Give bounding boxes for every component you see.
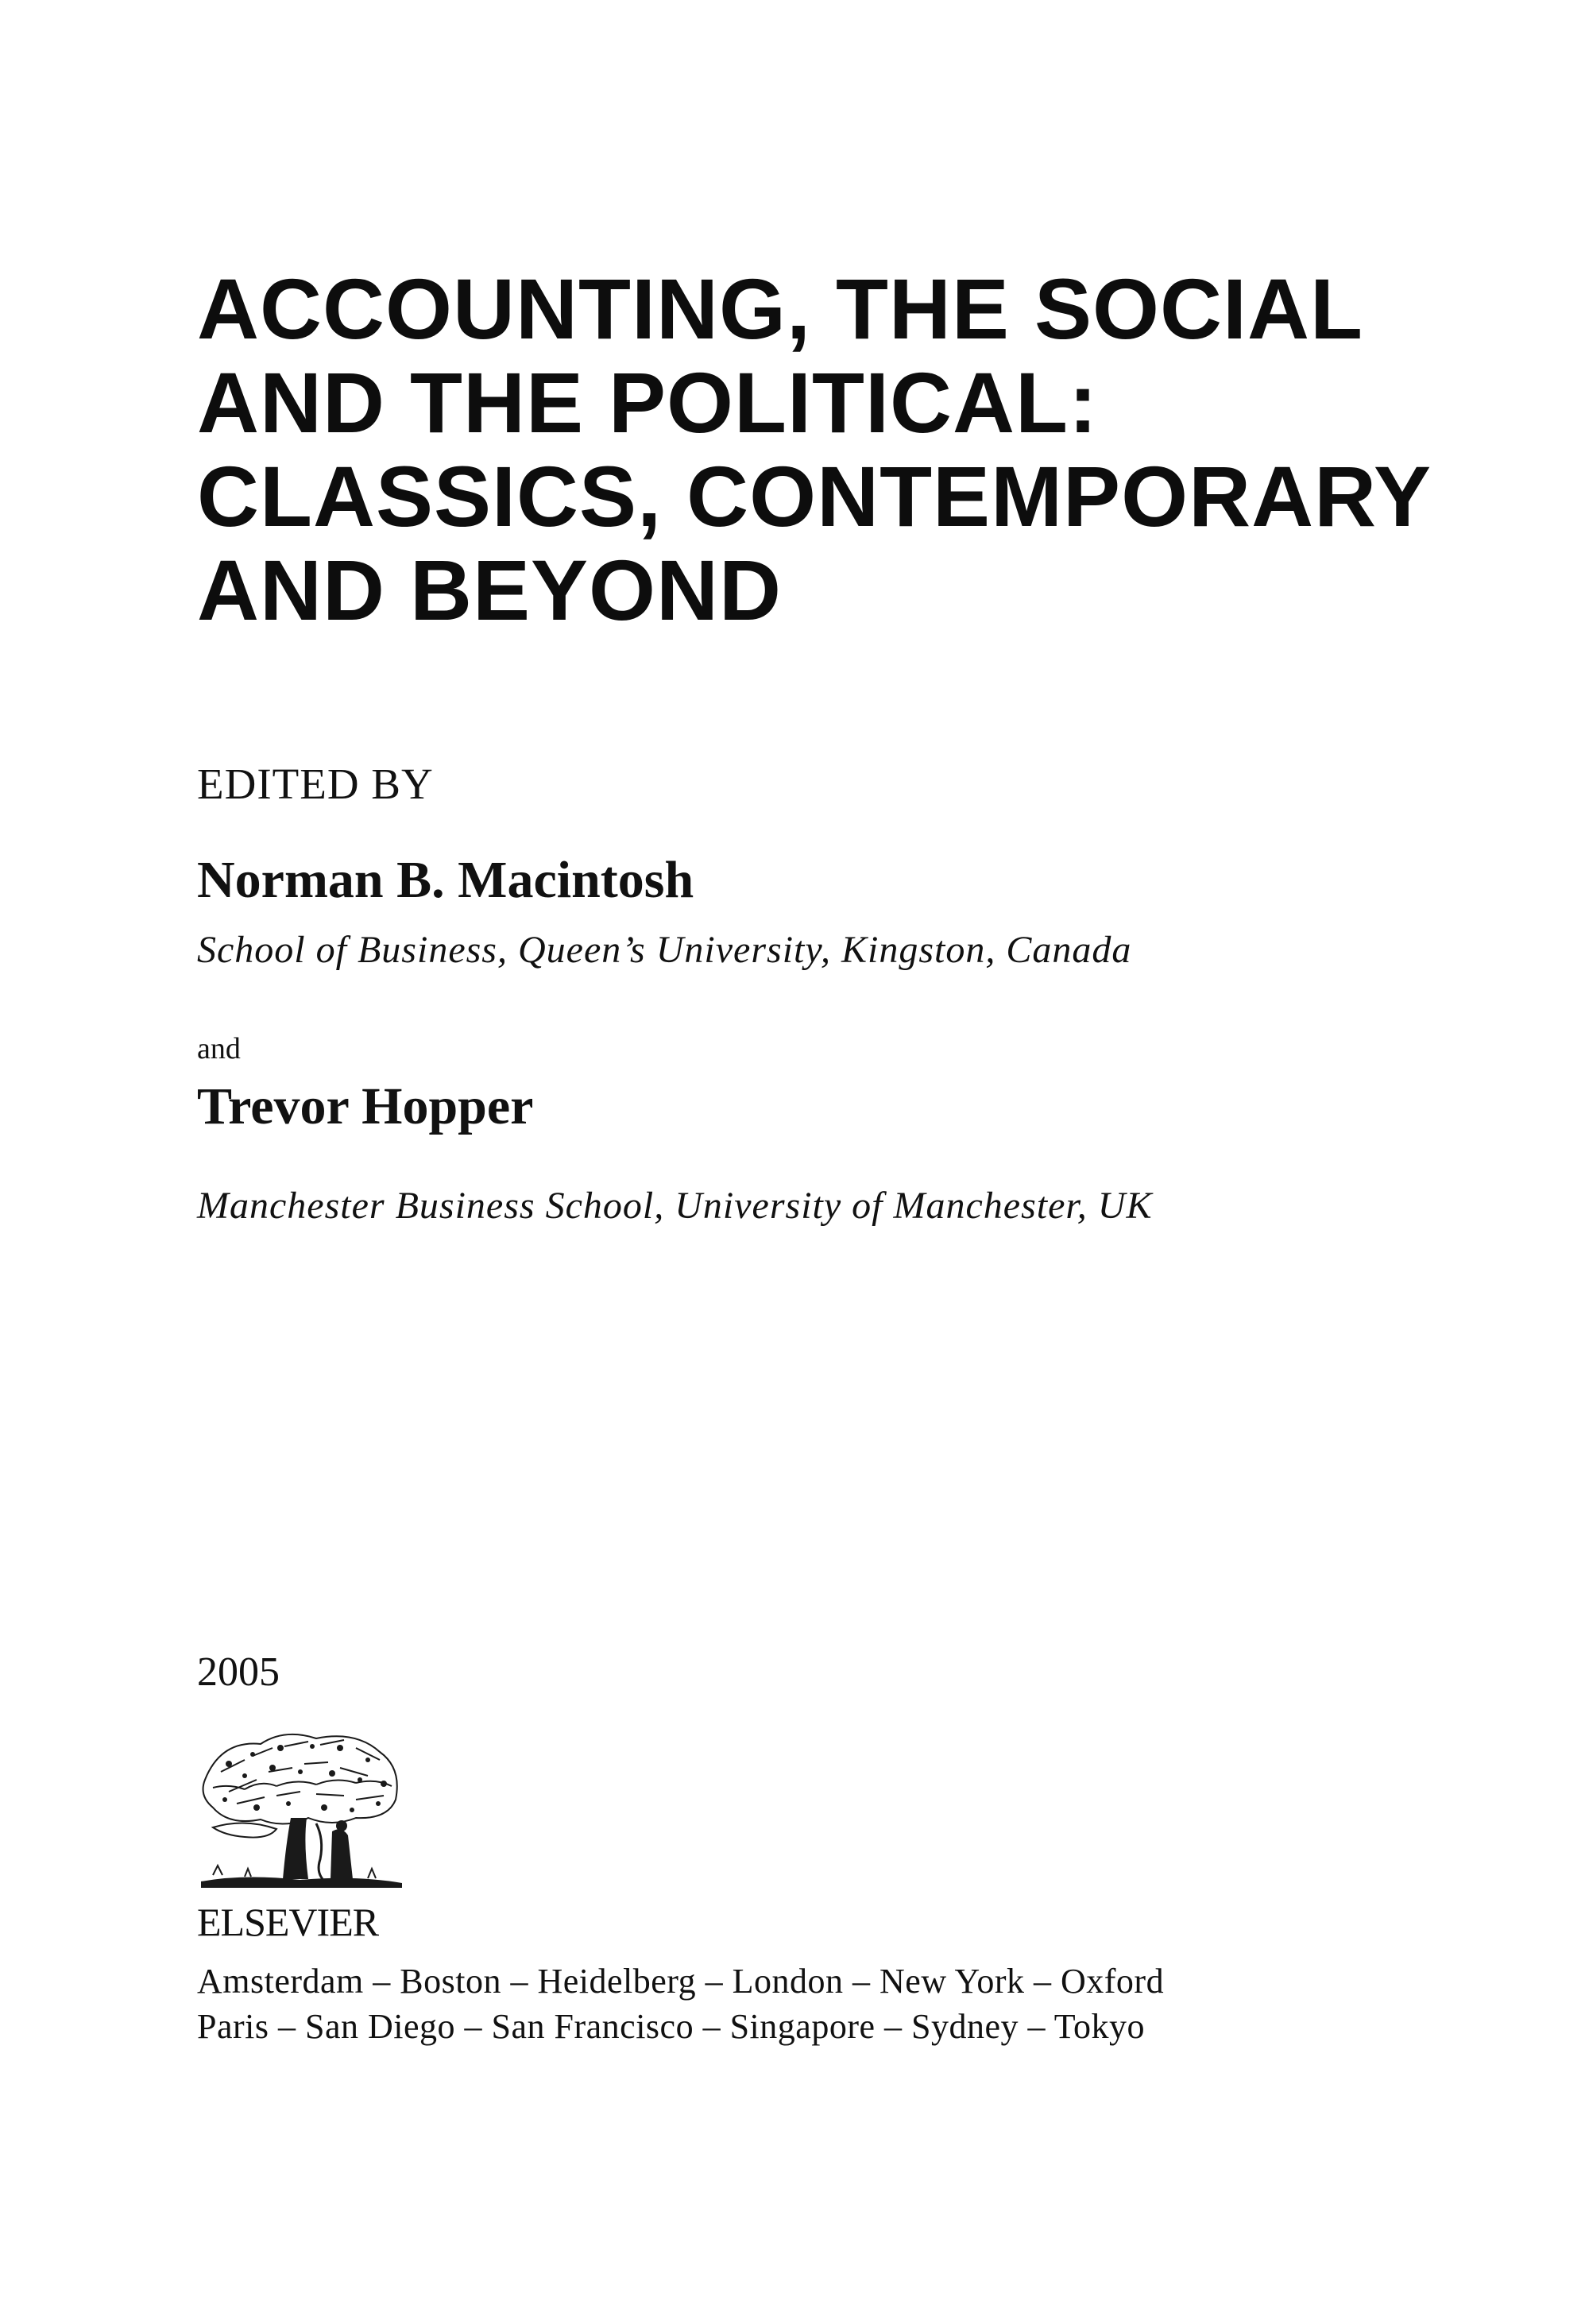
edited-by-label: EDITED BY bbox=[197, 760, 434, 808]
elsevier-tree-logo-icon bbox=[197, 1724, 405, 1899]
book-title bbox=[197, 262, 1468, 637]
title-line: CLASSICS, CONTEMPORARY bbox=[197, 448, 1432, 544]
and-label: and bbox=[197, 1032, 241, 1065]
editor-name: Norman B. Macintosh bbox=[197, 851, 694, 909]
title-line: AND BEYOND bbox=[197, 542, 783, 638]
publication-year: 2005 bbox=[197, 1649, 280, 1695]
title-line: ACCOUNTING, THE SOCIAL bbox=[197, 261, 1363, 357]
editor-affiliation: Manchester Business School, University of Manchester, UK bbox=[197, 1185, 1153, 1227]
publisher-cities: Paris – San Diego – San Francisco – Singapore – Sydney – Tokyo bbox=[197, 2007, 1146, 2046]
publisher-name: ELSEVIER bbox=[197, 1900, 379, 1944]
editor-name: Trevor Hopper bbox=[197, 1077, 534, 1135]
publisher-cities: Amsterdam – Boston – Heidelberg – London – New York – Oxford bbox=[197, 1962, 1165, 2001]
title-line: AND THE POLITICAL: bbox=[197, 354, 1098, 450]
editor-affiliation: School of Business, Queen’s University, Kingston, Canada bbox=[197, 929, 1132, 971]
